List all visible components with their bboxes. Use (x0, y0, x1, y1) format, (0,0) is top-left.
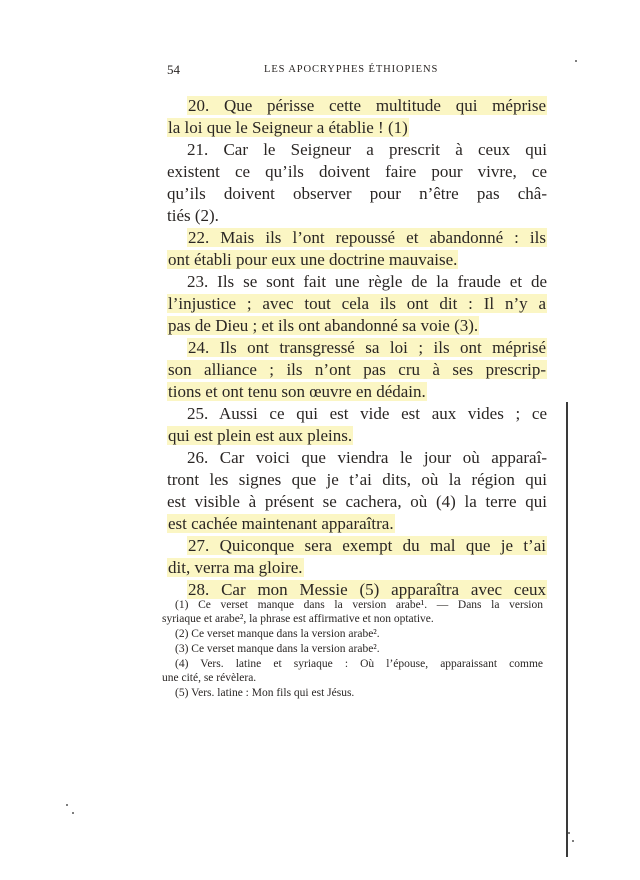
footnote-line: (2) Ce verset manque dans la version arabe². (175, 628, 380, 640)
text-line: tiés (2). (167, 206, 219, 225)
footnote-line: une cité, se révèlera. (162, 672, 257, 684)
text-line: ont établi pour eux une doctrine mauvaise. (168, 250, 458, 269)
text-line: dit, verra ma gloire. (168, 558, 303, 577)
text-line: la loi que le Seigneur a établie ! (1) (168, 118, 408, 137)
footnote-line: syriaque et arabe², la phrase est affirmative et non optative. (162, 613, 434, 625)
text-line: 21. Car le Seigneur a prescrit à ceux qui (187, 140, 547, 159)
text-line: est visible à présent se cachera, où (4) la terre qui (167, 492, 547, 511)
speck (575, 60, 577, 62)
text-line: tions et ont tenu son œuvre en dédain. (168, 382, 426, 401)
speck (572, 840, 574, 842)
text-line: 26. Car voici que viendra le jour où apparaî- (187, 448, 547, 467)
text-line: 22. Mais ils l’ont repoussé et abandonné : ils (188, 228, 546, 247)
footnote-line: (3) Ce verset manque dans la version arabe². (175, 643, 380, 655)
footnote-line: (1) Ce verset manque dans la version arabe¹. — Dans la version (175, 599, 543, 611)
text-line: qui est plein est aux pleins. (168, 426, 353, 445)
text-line: pas de Dieu ; et ils ont abandonné sa voie (3). (168, 316, 479, 335)
text-line: 28. Car mon Messie (5) apparaîtra avec ceux (188, 580, 546, 599)
text-line: 20. Que périsse cette multitude qui méprise (188, 96, 546, 115)
text-line: tront les signes que je t’ai dits, où la région qui (167, 470, 547, 489)
text-line: 23. Ils se sont fait une règle de la fraude et de (187, 272, 547, 291)
text-line: son alliance ; ils n’ont pas cru à ses prescrip- (168, 360, 546, 379)
text-line: est cachée maintenant apparaîtra. (168, 514, 394, 533)
text-line: l’injustice ; avec tout cela ils ont dit : Il n’y a (168, 294, 546, 313)
footnote-line: (4) Vers. latine et syriaque : Où l’épouse, apparaissant comme (175, 658, 543, 670)
text-line: qu’ils doivent observer pour n’être pas châ- (167, 184, 547, 203)
text-line: 24. Ils ont transgressé sa loi ; ils ont méprisé (188, 338, 546, 357)
text-line: existent ce qu’ils doivent faire pour vivre, ce (167, 162, 547, 181)
text-line: 25. Aussi ce qui est vide est aux vides ; ce (187, 404, 547, 423)
running-title: LES APOCRYPHES ÉTHIOPIENS (264, 64, 439, 75)
speck (72, 812, 74, 814)
speck (568, 832, 570, 834)
footnote-line: (5) Vers. latine : Mon fils qui est Jésus. (175, 687, 355, 699)
speck (66, 804, 68, 806)
text-line: 27. Quiconque sera exempt du mal que je t’ai (188, 536, 546, 555)
page-number: 54 (167, 62, 180, 77)
